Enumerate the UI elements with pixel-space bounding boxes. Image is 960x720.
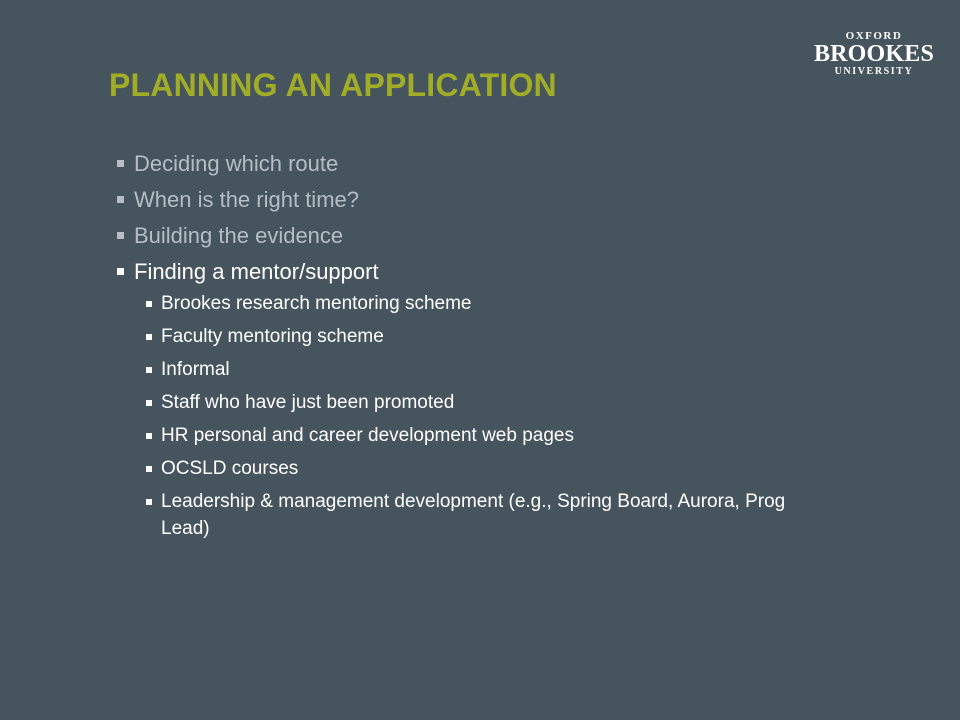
sub-bullet-list	[146, 290, 826, 542]
bullet-label: Building the evidence	[134, 223, 344, 248]
logo-line-brookes: BROOKES	[813, 41, 935, 67]
sub-bullet-item	[146, 422, 826, 449]
sub-bullet-item	[146, 290, 826, 317]
square-bullet-icon	[117, 232, 124, 239]
bullet-item	[117, 182, 837, 218]
bullet-label: When is the right time?	[134, 187, 359, 212]
sub-bullet-item	[146, 323, 826, 350]
square-bullet-icon	[146, 433, 152, 439]
square-bullet-icon	[117, 160, 124, 167]
oxford-brookes-logo	[812, 30, 936, 77]
sub-bullet-item	[146, 488, 826, 542]
logo-line-university: UNIVERSITY	[834, 66, 914, 77]
square-bullet-icon	[146, 367, 152, 373]
bullet-item	[117, 146, 837, 182]
sub-bullet-label: Staff who have just been promoted	[161, 392, 455, 413]
square-bullet-icon	[146, 301, 152, 307]
sub-bullet-item	[146, 389, 826, 416]
bullet-label: Finding a mentor/support	[134, 259, 379, 284]
sub-bullet-label: Faculty mentoring scheme	[161, 326, 384, 347]
square-bullet-icon	[146, 499, 152, 505]
logo-line-oxford: OXFORD	[845, 30, 903, 42]
slide-title: PLANNING AN APPLICATION	[109, 67, 557, 103]
sub-bullet-label: Brookes research mentoring scheme	[161, 293, 472, 314]
square-bullet-icon	[146, 400, 152, 406]
bullet-item	[117, 218, 837, 254]
bullet-item-active	[117, 254, 837, 542]
sub-bullet-item	[146, 356, 826, 383]
square-bullet-icon	[146, 466, 152, 472]
sub-bullet-item	[146, 455, 826, 482]
sub-bullet-label: HR personal and career development web pages	[161, 425, 574, 446]
square-bullet-icon	[117, 196, 124, 203]
sub-bullet-label: Leadership & management development (e.g., Spring Board, Aurora, Prog Lead)	[161, 491, 786, 539]
bullet-label: Deciding which route	[134, 151, 339, 176]
square-bullet-icon	[146, 334, 152, 340]
sub-bullet-label: OCSLD courses	[161, 458, 299, 479]
bullet-list	[117, 146, 837, 548]
sub-bullet-label: Informal	[161, 359, 230, 380]
square-bullet-icon	[117, 268, 124, 275]
